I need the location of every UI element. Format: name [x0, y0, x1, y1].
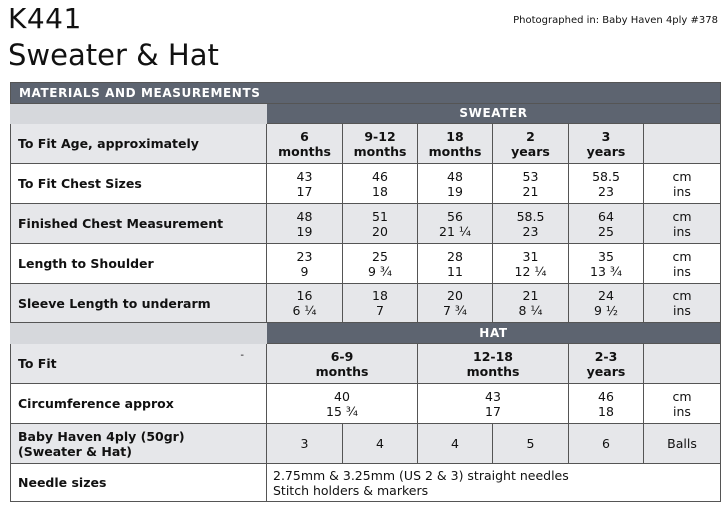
measurement-row	[11, 164, 721, 204]
measurement-row	[11, 284, 721, 323]
unit-cell: cm ins	[644, 284, 721, 323]
sweater-heading-row	[11, 104, 721, 124]
hat-fit-row	[11, 344, 721, 384]
value-cell: 46 18	[343, 164, 418, 204]
materials-table	[10, 82, 721, 502]
row-label: Circumference approx	[11, 384, 267, 424]
hat-heading-row	[11, 323, 721, 344]
row-label: To Fit -	[11, 344, 267, 384]
value-cell: 28 11	[418, 244, 493, 284]
value-cell: 25 9 ¾	[343, 244, 418, 284]
materials-banner-row	[11, 83, 721, 104]
size-header: 3 years	[569, 124, 644, 164]
unit-cell: cm ins	[644, 384, 721, 424]
value-cell: 18 7	[343, 284, 418, 323]
pattern-title: Sweater & Hat	[8, 38, 219, 72]
value-cell: 53 21	[493, 164, 569, 204]
value-cell: 35 13 ¾	[569, 244, 644, 284]
yarn-row	[11, 424, 721, 464]
row-label: Baby Haven 4ply (50gr) (Sweater & Hat)	[11, 424, 267, 464]
value-cell: 16 6 ¼	[267, 284, 343, 323]
value-cell: 20 7 ¾	[418, 284, 493, 323]
row-label: Finished Chest Measurement	[11, 204, 267, 244]
value-cell: 4	[343, 424, 418, 464]
value-cell: 64 25	[569, 204, 644, 244]
value-cell: 56 21 ¼	[418, 204, 493, 244]
hat-heading: HAT	[267, 323, 721, 344]
value-cell: 31 12 ¼	[493, 244, 569, 284]
unit-cell: cm ins	[644, 164, 721, 204]
unit-cell: cm ins	[644, 204, 721, 244]
row-label: Sleeve Length to underarm	[11, 284, 267, 323]
size-header: 18 months	[418, 124, 493, 164]
value-cell: 24 9 ½	[569, 284, 644, 323]
hat-size-header: 6-9 months	[267, 344, 418, 384]
measurement-row	[11, 204, 721, 244]
materials-banner: MATERIALS AND MEASUREMENTS	[11, 83, 721, 104]
value-cell: 6	[569, 424, 644, 464]
value-cell: 46 18	[569, 384, 644, 424]
hat-size-header: 2-3 years	[569, 344, 644, 384]
row-label: To Fit Chest Sizes	[11, 164, 267, 204]
value-cell: 5	[493, 424, 569, 464]
row-label: To Fit Age, approximately	[11, 124, 267, 164]
size-header: 9-12 months	[343, 124, 418, 164]
value-cell: 40 15 ¾	[267, 384, 418, 424]
stray-dash: -	[240, 350, 244, 361]
unit-cell: Balls	[644, 424, 721, 464]
circumference-row	[11, 384, 721, 424]
row-label: Length to Shoulder	[11, 244, 267, 284]
hat-size-header: 12-18 months	[418, 344, 569, 384]
value-cell: 43 17	[267, 164, 343, 204]
value-cell: 21 8 ¼	[493, 284, 569, 323]
sweater-heading: SWEATER	[267, 104, 721, 124]
value-cell: 58.5 23	[569, 164, 644, 204]
unit-cell: cm ins	[644, 244, 721, 284]
value-cell: 23 9	[267, 244, 343, 284]
size-header: 2 years	[493, 124, 569, 164]
needles-row	[11, 464, 721, 502]
value-cell: 3	[267, 424, 343, 464]
measurement-row	[11, 244, 721, 284]
photographed-note: Photographed in: Baby Haven 4ply #378	[513, 15, 718, 26]
value-cell: 51 20	[343, 204, 418, 244]
value-cell: 4	[418, 424, 493, 464]
needles-value: 2.75mm & 3.25mm (US 2 & 3) straight needles Stitch holders & markers	[267, 464, 721, 502]
value-cell: 58.5 23	[493, 204, 569, 244]
size-header: 6 months	[267, 124, 343, 164]
value-cell: 43 17	[418, 384, 569, 424]
age-row	[11, 124, 721, 164]
pattern-code: K441	[8, 2, 82, 35]
value-cell: 48 19	[418, 164, 493, 204]
row-label: Needle sizes	[11, 464, 267, 502]
value-cell: 48 19	[267, 204, 343, 244]
